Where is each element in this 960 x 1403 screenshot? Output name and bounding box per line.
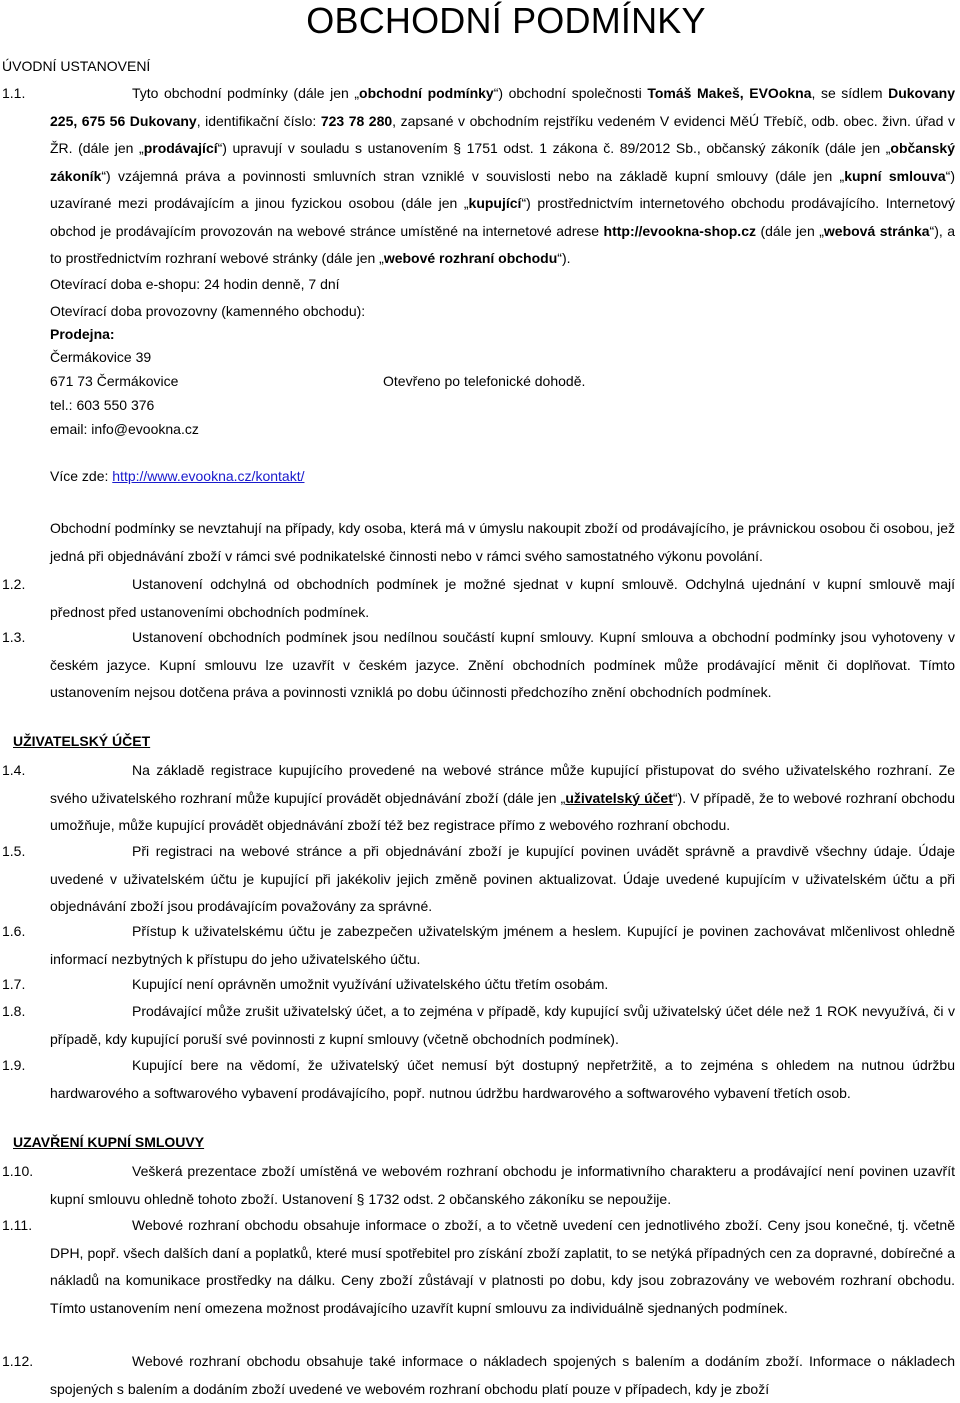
clause-number: 1.3. [2,629,26,645]
clause-1-2-text: Ustanovení odchylná od obchodních podmínek je možné sjednat v kupní smlouvě. Odchylná ujednání v kupní smlouvě mají přednost před ustanoveními obchodních podmínek. [50,576,955,620]
store-street: Čermákovice 39 [50,349,152,365]
store-phone: tel.: 603 550 376 [50,397,155,413]
clause-1-8-text: Prodávající může zrušit uživatelský účet, a to zejména v případě, kdy kupující svůj uživatelský účet déle než 1 ROK nevyužívá, či v případě, kdy kupující poruší své povinnosti z kupní smlouvy (včetně obchodních podmínek). [50,1003,955,1047]
clause-number: 1.1. [2,85,26,101]
more-label: Více zde: [50,468,113,484]
clause-1-6-text: Přístup k uživatelskému účtu je zabezpečen uživatelským jménem a heslem. Kupující je povinen zachovávat mlčenlivost ohledně informací nezbytných k přístupu do jeho uživatelského účtu. [50,923,955,967]
store-city: 671 73 Čermákovice [50,373,179,389]
open-note: Otevřeno po telefonické dohodě. [383,373,586,389]
clause-number: 1.12. [2,1353,34,1369]
clause-1-1-note: Obchodní podmínky se nevztahují na případy, kdy osoba, která má v úmyslu nakoupit zboží od prodávajícího, je právnickou osobou či osobou, jež jedná při objednávání zboží v rámci své podnikatelské činnosti nebo v rámci svého samostatného výkonu povolání. [50,520,955,564]
store-email: email: info@evookna.cz [50,421,199,437]
store-hours: Otevírací doba provozovny (kamenného obchodu): [50,303,366,319]
clause-number: 1.8. [2,1003,26,1019]
store-label: Prodejna: [50,326,115,342]
section-heading-contract: UZAVŘENÍ KUPNÍ SMLOUVY [13,1134,205,1150]
clause-1-7-text: Kupující není oprávněn umožnit využívání uživatelského účtu třetím osobám. [132,976,609,992]
clause-1-3-text: Ustanovení obchodních podmínek jsou nedílnou součástí kupní smlouvy. Kupní smlouva a obchodní podmínky jsou vyhotoveny v českém jazyce. Kupní smlouvu lze uzavřít v českém jazyce. Znění obchodních podmínek může prodávající měnit či doplňovat. Tímto ustanovením nejsou dotčena práva a povinnosti vzniklá po dobu účinnosti předchozího znění obchodních podmínek. [50,629,955,700]
clause-1-4-text: Na základě registrace kupujícího provedené na webové stránce může kupující přistupovat do svého uživatelského rozhraní. Ze svého uživatelského rozhraní může kupující provádět objednávání zboží (dále jen „uživatelský účet“). V případě, že to webové rozhraní obchodu umožňuje, může kupující provádět objednávání zboží též bez registrace přímo z webového rozhraní obchodu. [50,762,955,833]
clause-number: 1.6. [2,923,26,939]
clause-1-12-text: Webové rozhraní obchodu obsahuje také informace o nákladech spojených s balením a dodáním zboží. Informace o nákladech spojených s balením a dodáním zboží uvedené ve webovém rozhraní obchodu platí pouze v případech, kdy je zboží [50,1353,955,1397]
clause-number: 1.4. [2,762,26,778]
clause-1-1-text: Tyto obchodní podmínky (dále jen „obchodní podmínky“) obchodní společnosti Tomáš Makeš, EVOokna, se sídlem Dukovany 225, 675 56 Dukovany, identifikační číslo: 723 78 280, zapsané v obchodním rejstříku vedeném V evidenci MěÚ Třebíč, odb. obec. živn. úřad v ŽR. (dále jen „prodávající“) upravují v souladu s ustanovením § 1751 odst. 1 zákona č. 89/2012 Sb., občanský zákoník (dále jen „občanský zákoník“) vzájemná práva a povinnosti smluvních stran vzniklé v souvislosti nebo na základě kupní smlouvy (dále jen „kupní smlouva“) uzavírané mezi prodávajícím a jinou fyzickou osobou (dále jen „kupující“) prostřednictvím internetového obchodu prodávajícího. Internetový obchod je prodávajícím provozován na webové stránce umístěné na internetové adrese http://evookna-shop.cz (dále jen „webová stránka“), a to prostřednictvím rozhraní webové stránky (dále jen „webové rozhraní obchodu“). [50,85,956,266]
eshop-hours: Otevírací doba e-shopu: 24 hodin denně, 7 dní [50,276,340,292]
clause-1-5-text: Při registraci na webové stránce a při objednávání zboží je kupující povinen uvádět správně a pravdivě všechny údaje. Údaje uvedené v uživatelském účtu je kupující při jakékoliv jejich změně povinen aktualizovat. Údaje uvedené kupujícím v uživatelském účtu a při objednávání zboží jsou prodávajícím považovány za správné. [50,843,955,914]
clause-1-10-text: Veškerá prezentace zboží umístěná ve webovém rozhraní obchodu je informativního charakteru a prodávající není povinen uzavřít kupní smlouvu ohledně tohoto zboží. Ustanovení § 1732 odst. 2 občanského zákoníku se nepoužije. [50,1163,955,1207]
contact-link[interactable]: http://www.evookna.cz/kontakt/ [112,468,305,484]
more-info [50,464,304,488]
clause-1-9-text: Kupující bere na vědomí, že uživatelský účet nemusí být dostupný nepřetržitě, a to zejména s ohledem na nutnou údržbu hardwarového a softwarového vybavení prodávajícího, popř. nutnou údržbu hardwarového a softwarového vybavení třetích osob. [50,1057,955,1101]
clause-number: 1.7. [2,976,26,992]
clause-number: 1.11. [2,1217,33,1233]
section-heading-intro: ÚVODNÍ USTANOVENÍ [2,58,151,74]
clause-number: 1.9. [2,1057,26,1073]
clause-1-11-text: Webové rozhraní obchodu obsahuje informace o zboží, a to včetně uvedení cen jednotlivého zboží. Ceny jsou konečné, tj. včetně DPH, popř. všech dalších daní a poplatků, které musí spotřebitel pro získání zboží zaplatit, to se netýká případných cen za dopravné, dobírečné a nákladů na komunikace prostředky na dálku. Ceny zboží zůstávají v platnosti po dobu, kdy jsou zobrazovány ve webovém rozhraní obchodu. Tímto ustanovením není omezena možnost prodávajícího uzavřít kupní smlouvu za individuálně sjednaných podmínek. [50,1217,955,1316]
clause-number: 1.2. [2,576,26,592]
section-heading-account: UŽIVATELSKÝ ÚČET [13,733,151,749]
clause-number: 1.10. [2,1163,34,1179]
clause-number: 1.5. [2,843,26,859]
document-title: OBCHODNÍ PODMÍNKY [306,0,706,41]
